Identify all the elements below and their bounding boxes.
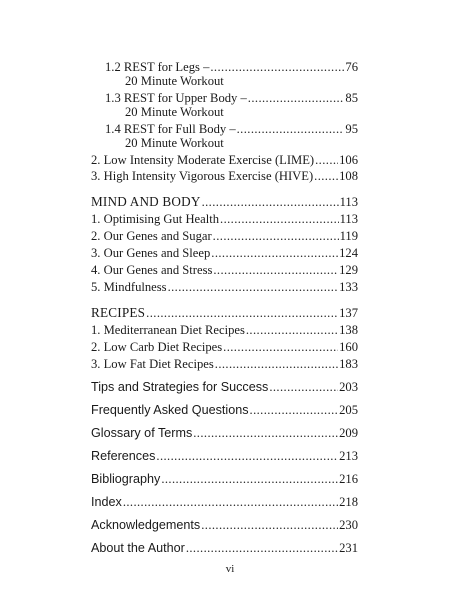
toc-entry[interactable] [91, 324, 358, 337]
toc-section-heading[interactable] [91, 195, 358, 209]
toc-entry-page: 183 [339, 357, 358, 371]
toc-entry-page: 231 [339, 541, 358, 555]
dot-leader [201, 519, 338, 532]
toc-entry-subtitle: 20 Minute Workout [125, 74, 224, 88]
dot-leader [123, 496, 338, 509]
toc-entry-title: 3. Low Fat Diet Recipes [91, 357, 214, 371]
dot-leader [315, 154, 338, 167]
toc-entry-page: 95 [345, 122, 358, 136]
toc-entry[interactable] [91, 247, 358, 260]
toc-entry-page: 108 [339, 169, 358, 183]
dot-leader [161, 473, 338, 486]
toc-entry[interactable] [91, 154, 358, 167]
dot-leader [156, 450, 338, 463]
toc-chapter[interactable] [91, 381, 358, 394]
toc-section-title: RECIPES [91, 305, 146, 320]
toc-chapter[interactable] [91, 404, 358, 417]
dot-leader [193, 427, 338, 440]
toc-entry-page: 209 [339, 426, 358, 440]
dot-leader [223, 341, 338, 354]
toc-chapter-title: References [91, 449, 156, 463]
dot-leader [168, 281, 339, 294]
toc-entry-title: 1. Optimising Gut Health [91, 212, 220, 226]
dot-leader [314, 170, 338, 183]
toc-entry-title: 3. High Intensity Vigorous Exercise (HIVE) [91, 169, 314, 183]
toc-entry[interactable] [91, 213, 358, 226]
toc-entry[interactable] [105, 61, 358, 74]
toc-entry-title: 2. Low Intensity Moderate Exercise (LIME) [91, 153, 315, 167]
toc-entry-page: 124 [339, 246, 358, 260]
toc-chapter[interactable] [91, 542, 358, 555]
dot-leader [250, 404, 339, 417]
toc-entry-page: 129 [339, 263, 358, 277]
toc-chapter-title: Frequently Asked Questions [91, 403, 249, 417]
toc-entry-title: 5. Mindfulness [91, 280, 167, 294]
dot-leader [237, 123, 345, 136]
page-number: vi [225, 563, 235, 575]
toc-chapter[interactable] [91, 427, 358, 440]
toc-entry[interactable] [91, 281, 358, 294]
toc-entry[interactable] [91, 341, 358, 354]
toc-chapter[interactable] [91, 473, 358, 486]
toc-entry-page: 160 [339, 340, 358, 354]
toc-entry-page: 113 [339, 212, 358, 226]
toc-entry-page: 205 [339, 403, 358, 417]
toc-chapter-title: Tips and Strategies for Success [91, 380, 269, 394]
toc-section-heading[interactable] [91, 306, 358, 320]
toc-entry-title: 2. Our Genes and Sugar [91, 229, 212, 243]
toc-chapter[interactable] [91, 496, 358, 509]
toc-entry[interactable] [91, 170, 358, 183]
toc-entry[interactable] [91, 358, 358, 371]
dot-leader [211, 247, 338, 260]
dot-leader [186, 542, 338, 555]
toc-chapter[interactable] [91, 450, 358, 463]
toc-entry-title: 2. Low Carb Diet Recipes [91, 340, 223, 354]
toc-entry-page: 213 [339, 449, 358, 463]
toc-entry-title: 4. Our Genes and Stress [91, 263, 213, 277]
toc-entry-title: 3. Our Genes and Sleep [91, 246, 211, 260]
toc-entry-page: 113 [339, 195, 358, 209]
dot-leader [215, 358, 338, 371]
dot-leader [213, 230, 339, 243]
toc-chapter-title: Bibliography [91, 472, 161, 486]
toc-chapter-title: Acknowledgements [91, 518, 201, 532]
toc-entry[interactable] [91, 230, 358, 243]
toc-entry-page: 119 [339, 229, 358, 243]
toc-chapter-title: About the Author [91, 541, 185, 555]
toc-entry-subtitle: 20 Minute Workout [125, 136, 224, 150]
toc-entry-title: 1.2 REST for Legs – [105, 60, 210, 74]
toc-chapter[interactable] [91, 519, 358, 532]
toc-entry-title: 1. Mediterranean Diet Recipes [91, 323, 245, 337]
toc-entry-page: 85 [345, 91, 358, 105]
toc-entry-page: 76 [345, 60, 358, 74]
dot-leader [269, 381, 338, 394]
toc-entry-title: 1.3 REST for Upper Body – [105, 91, 247, 105]
dot-leader [246, 324, 338, 337]
toc-chapter-title: Glossary of Terms [91, 426, 193, 440]
toc-entry-page: 138 [339, 323, 358, 337]
toc-entry[interactable] [105, 123, 358, 136]
toc-chapter-title: Index [91, 495, 122, 509]
toc-entry-page: 230 [339, 518, 358, 532]
toc-entry-subtitle: 20 Minute Workout [125, 105, 224, 119]
dot-leader [210, 61, 344, 74]
toc-entry-page: 137 [339, 306, 358, 320]
toc-entry-page: 203 [339, 380, 358, 394]
dot-leader [202, 196, 339, 209]
toc-entry-page: 133 [339, 280, 358, 294]
toc-section-title: MIND AND BODY [91, 194, 201, 209]
dot-leader [248, 92, 345, 105]
toc-entry[interactable] [105, 92, 358, 105]
toc-entry-page: 106 [339, 153, 358, 167]
toc-entry-page: 218 [339, 495, 358, 509]
toc-entry-title: 1.4 REST for Full Body – [105, 122, 236, 136]
dot-leader [220, 213, 339, 226]
toc-entry-page: 216 [339, 472, 358, 486]
dot-leader [146, 307, 338, 320]
dot-leader [213, 264, 338, 277]
toc-entry[interactable] [91, 264, 358, 277]
